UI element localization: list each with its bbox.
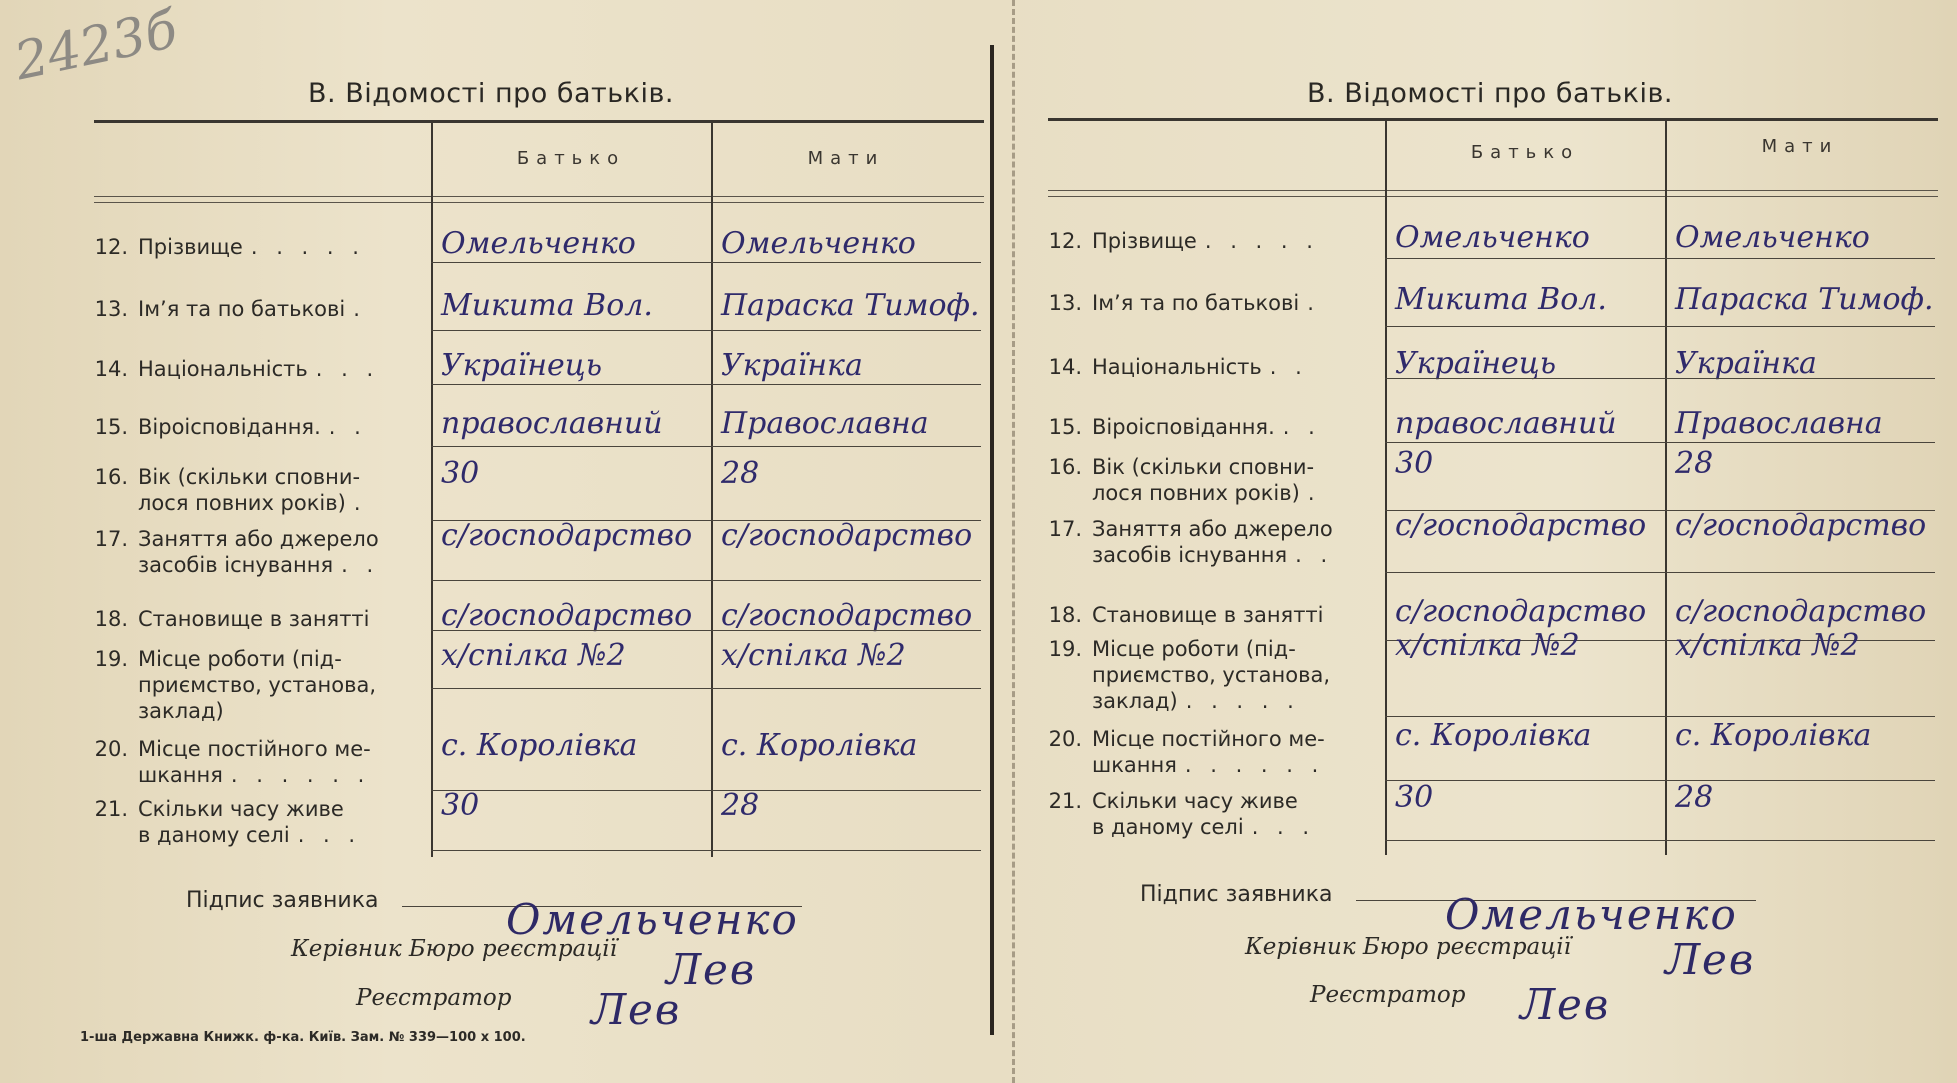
father-value: Микита Вол. xyxy=(441,288,653,323)
row-label-text: Становище в занятті xyxy=(1092,603,1324,627)
row-label-text: Заняття або джерело xyxy=(1092,517,1333,541)
mother-value: Омельченко xyxy=(1675,220,1870,255)
page-divider xyxy=(990,45,994,1035)
row-label-text: Місце роботи (під- xyxy=(1092,637,1296,661)
leader-dots: . xyxy=(1307,481,1321,505)
leader-dots: . . . . . . xyxy=(230,763,371,787)
applicant-signature-label: Підпис заявника xyxy=(186,888,379,913)
mother-value: с/господарство xyxy=(721,518,973,553)
leader-dots: . . xyxy=(1295,543,1334,567)
mother-value: Українка xyxy=(721,348,863,383)
row-label-text: Віроісповідання. xyxy=(138,415,321,439)
row-number: 21. xyxy=(1048,789,1082,813)
mother-value: 28 xyxy=(1675,446,1714,481)
parents-form-left xyxy=(86,0,986,1083)
row-number: 21. xyxy=(94,797,128,821)
parents-form-right xyxy=(1040,0,1940,1083)
row-rule xyxy=(1385,780,1935,781)
head-signature: Лев xyxy=(666,945,757,994)
mother-value: 28 xyxy=(1675,780,1714,815)
mother-value: 28 xyxy=(721,788,760,823)
mother-value: Православна xyxy=(1675,406,1883,441)
row-label-text: Становище в занятті xyxy=(138,607,370,631)
row-label-continuation: лося повних років) xyxy=(138,491,346,515)
row-label-text: Місце постійного ме- xyxy=(138,737,371,761)
row-label xyxy=(86,296,366,322)
row-rule xyxy=(1385,258,1935,259)
row-label xyxy=(86,796,361,848)
father-value: 30 xyxy=(1395,780,1434,815)
father-value: православний xyxy=(1395,406,1617,441)
applicant-signature-label: Підпис заявника xyxy=(1140,882,1333,907)
row-label xyxy=(86,526,379,578)
row-number: 20. xyxy=(94,737,128,761)
row-number: 15. xyxy=(94,415,128,439)
row-label-continuation: в даному селі xyxy=(138,823,290,847)
mother-value: Українка xyxy=(1675,346,1817,381)
bureau-head-label: Керівник Бюро реєстрації xyxy=(1245,934,1572,960)
column-header-mother: Мати xyxy=(1761,136,1839,157)
mother-value: с. Королівка xyxy=(721,728,918,763)
row-number: 14. xyxy=(1048,355,1082,379)
applicant-signature: Омельченко xyxy=(1445,890,1738,939)
leader-dots: . . . xyxy=(1251,815,1316,839)
mother-value: х/спілка №2 xyxy=(1675,628,1860,663)
row-label-continuation: шкання xyxy=(138,763,223,787)
row-label-text: Віроісповідання. xyxy=(1092,415,1275,439)
father-value: с. Королівка xyxy=(441,728,638,763)
header-rule-bottom2 xyxy=(94,202,984,203)
father-value: х/спілка №2 xyxy=(1395,628,1580,663)
row-number: 19. xyxy=(1048,637,1082,661)
header-rule xyxy=(94,120,984,123)
row-number: 18. xyxy=(94,607,128,631)
row-rule xyxy=(1385,716,1935,717)
row-label-continuation: заклад) xyxy=(1092,689,1178,713)
row-number: 16. xyxy=(1048,455,1082,479)
row-rule xyxy=(431,330,981,331)
father-value: православний xyxy=(441,406,663,441)
row-label xyxy=(1040,414,1321,440)
column-divider-1 xyxy=(431,122,433,857)
father-value: с. Королівка xyxy=(1395,718,1592,753)
leader-dots: . xyxy=(353,491,367,515)
row-label-text: Національність xyxy=(1092,355,1262,379)
father-value: Омельченко xyxy=(441,226,636,261)
registrar-signature: Лев xyxy=(591,985,682,1034)
row-label-text: Місце роботи (під- xyxy=(138,647,342,671)
row-label-continuation: приємство, установа, xyxy=(1092,663,1331,687)
mother-value: с. Королівка xyxy=(1675,718,1872,753)
row-number: 17. xyxy=(1048,517,1082,541)
row-label-continuation: засобів існування xyxy=(1092,543,1288,567)
row-rule xyxy=(431,790,981,791)
row-label-text: Прізвище xyxy=(1092,229,1197,253)
archive-mark: 2423б xyxy=(9,0,183,93)
father-value: 30 xyxy=(1395,446,1434,481)
header-rule xyxy=(1048,118,1938,121)
row-label-text: Національність xyxy=(138,357,308,381)
header-rule-bottom xyxy=(94,196,984,197)
row-label-text: Заняття або джерело xyxy=(138,527,379,551)
row-number: 20. xyxy=(1048,727,1082,751)
leader-dots: . . . xyxy=(297,823,362,847)
leader-dots: . xyxy=(353,297,366,321)
row-label xyxy=(86,464,367,516)
father-value: Українець xyxy=(1395,346,1557,381)
row-label-continuation: шкання xyxy=(1092,753,1177,777)
form-title: В. Відомості про батьків. xyxy=(1307,78,1673,109)
row-rule xyxy=(1385,840,1935,841)
father-value: 30 xyxy=(441,788,480,823)
father-value: с/господарство xyxy=(441,598,693,633)
row-label-continuation: приємство, установа, xyxy=(138,673,377,697)
head-signature: Лев xyxy=(1665,935,1756,984)
row-label xyxy=(1040,454,1321,506)
leader-dots: . . . . . xyxy=(1185,689,1300,713)
father-value: Микита Вол. xyxy=(1395,282,1607,317)
row-rule xyxy=(1385,378,1935,379)
mother-value: Параска Тимоф. xyxy=(1675,282,1934,317)
mother-value: Параска Тимоф. xyxy=(721,288,980,323)
row-label xyxy=(1040,228,1319,254)
mother-value: Омельченко xyxy=(721,226,916,261)
father-value: с/господарство xyxy=(1395,594,1647,629)
column-divider-2 xyxy=(711,122,713,857)
fold-line xyxy=(1012,0,1017,1083)
row-label xyxy=(1040,354,1308,380)
row-rule xyxy=(431,688,981,689)
leader-dots: . . . . . . xyxy=(1184,753,1325,777)
row-label-continuation: в даному селі xyxy=(1092,815,1244,839)
row-number: 19. xyxy=(94,647,128,671)
row-number: 13. xyxy=(94,297,128,321)
row-number: 14. xyxy=(94,357,128,381)
row-label-text: Скільки часу живе xyxy=(138,797,344,821)
row-rule xyxy=(1385,572,1935,573)
row-label-text: Вік (скільки сповни- xyxy=(138,465,361,489)
leader-dots: . . . xyxy=(315,357,380,381)
row-number: 18. xyxy=(1048,603,1082,627)
header-rule-bottom2 xyxy=(1048,196,1938,197)
father-value: Українець xyxy=(441,348,603,383)
row-label xyxy=(86,646,376,724)
row-rule xyxy=(1385,442,1935,443)
row-rule xyxy=(431,850,981,851)
row-label xyxy=(1040,290,1320,316)
column-divider-2 xyxy=(1665,120,1667,855)
row-rule xyxy=(431,580,981,581)
column-divider-1 xyxy=(1385,120,1387,855)
applicant-signature: Омельченко xyxy=(506,895,799,944)
row-label xyxy=(86,356,379,382)
row-label-text: Вік (скільки сповни- xyxy=(1092,455,1315,479)
row-number: 15. xyxy=(1048,415,1082,439)
mother-value: с/господарство xyxy=(1675,594,1927,629)
row-label-text: Ім’я та по батькові xyxy=(138,297,346,321)
father-value: 30 xyxy=(441,456,480,491)
column-header-mother: Мати xyxy=(807,148,885,169)
registrar-signature: Лев xyxy=(1520,980,1611,1029)
row-label xyxy=(1040,636,1330,714)
row-label-text: Ім’я та по батькові xyxy=(1092,291,1300,315)
father-value: с/господарство xyxy=(441,518,693,553)
leader-dots: . xyxy=(1307,291,1320,315)
printer-imprint: 1-ша Державна Книжк. ф-ка. Київ. Зам. № 339—100 х 100. xyxy=(80,1030,526,1045)
row-label xyxy=(1040,602,1324,628)
form-title: В. Відомості про батьків. xyxy=(308,78,674,109)
row-label xyxy=(1040,788,1315,840)
leader-dots: . . . . . xyxy=(250,235,365,259)
row-label xyxy=(1040,516,1333,568)
row-label xyxy=(86,414,367,440)
mother-value: Православна xyxy=(721,406,929,441)
row-label xyxy=(86,234,365,260)
row-label-text: Місце постійного ме- xyxy=(1092,727,1325,751)
row-rule xyxy=(431,446,981,447)
row-rule xyxy=(431,384,981,385)
row-label xyxy=(86,606,370,632)
leader-dots: . . xyxy=(341,553,380,577)
column-header-father: Батько xyxy=(516,148,626,169)
registrar-label: Реєстратор xyxy=(1310,982,1466,1008)
mother-value: с/господарство xyxy=(1675,508,1927,543)
row-label-continuation: лося повних років) xyxy=(1092,481,1300,505)
mother-value: 28 xyxy=(721,456,760,491)
row-rule xyxy=(431,262,981,263)
mother-value: с/господарство xyxy=(721,598,973,633)
row-number: 12. xyxy=(1048,229,1082,253)
row-label xyxy=(86,736,371,788)
row-label xyxy=(1040,726,1325,778)
leader-dots: . . xyxy=(328,415,367,439)
header-rule-bottom xyxy=(1048,190,1938,191)
leader-dots: . . xyxy=(1282,415,1321,439)
row-number: 12. xyxy=(94,235,128,259)
row-label-text: Скільки часу живе xyxy=(1092,789,1298,813)
row-number: 16. xyxy=(94,465,128,489)
row-label-continuation: заклад) xyxy=(138,699,224,723)
row-label-continuation: засобів існування xyxy=(138,553,334,577)
row-rule xyxy=(1385,326,1935,327)
row-number: 17. xyxy=(94,527,128,551)
bureau-head-label: Керівник Бюро реєстрації xyxy=(291,936,618,962)
leader-dots: . . . . . xyxy=(1204,229,1319,253)
mother-value: х/спілка №2 xyxy=(721,638,906,673)
leader-dots: . . xyxy=(1269,355,1308,379)
father-value: Омельченко xyxy=(1395,220,1590,255)
row-label-text: Прізвище xyxy=(138,235,243,259)
father-value: х/спілка №2 xyxy=(441,638,626,673)
father-value: с/господарство xyxy=(1395,508,1647,543)
row-number: 13. xyxy=(1048,291,1082,315)
registrar-label: Реєстратор xyxy=(356,985,512,1011)
row-rule xyxy=(431,630,981,631)
column-header-father: Батько xyxy=(1470,142,1580,163)
